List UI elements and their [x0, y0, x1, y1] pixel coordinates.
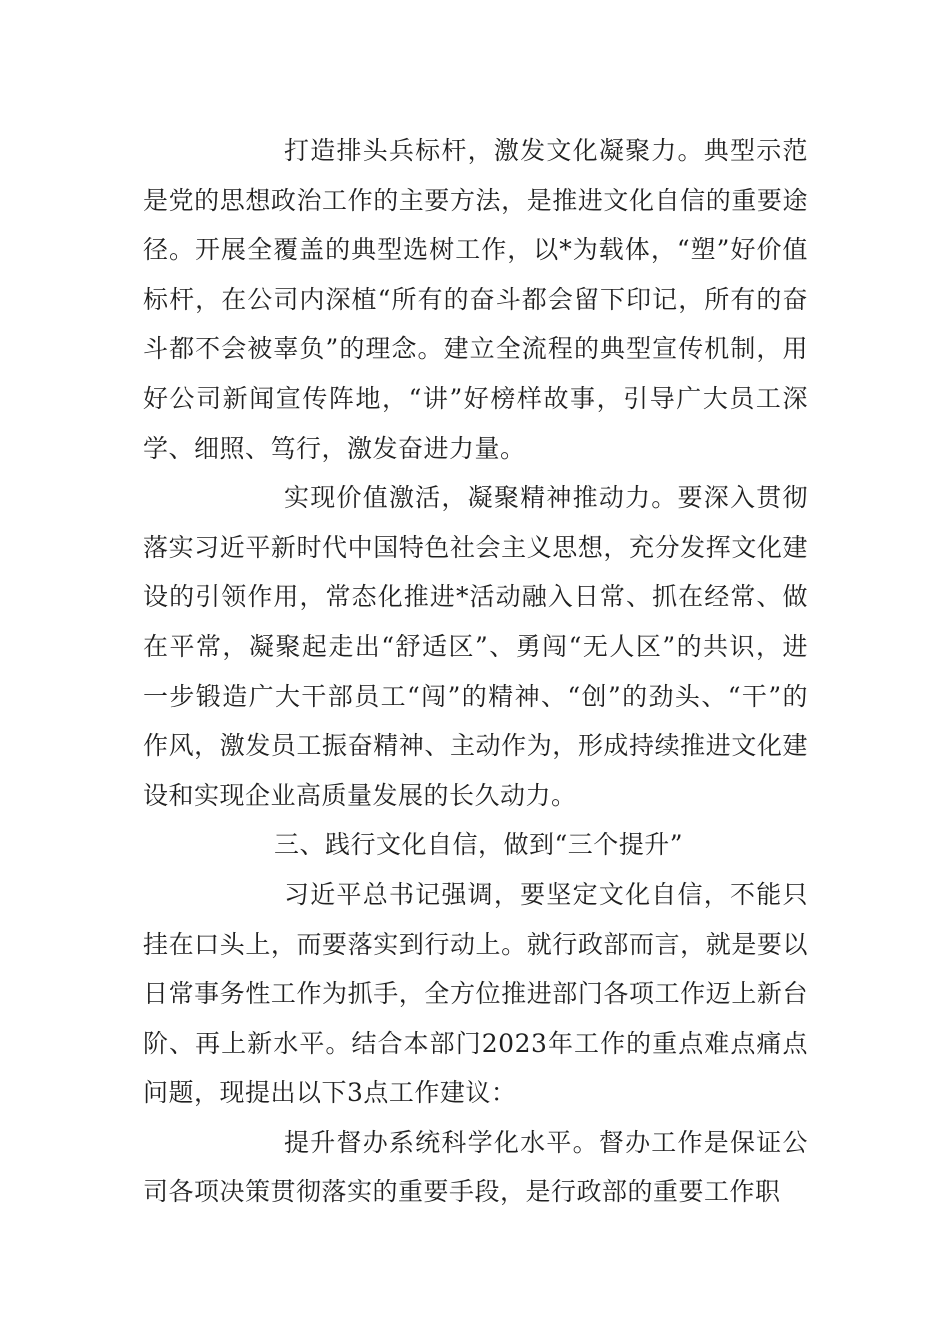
- paragraph-supervision-system: 提升督办系统科学化水平。督办工作是保证公司各项决策贯彻落实的重要手段，是行政部的重要工作职: [143, 1127, 808, 1207]
- document-body: [143, 126, 808, 1217]
- section-heading: 三、践行文化自信，做到“三个提升”: [274, 830, 684, 860]
- paragraph-cultural-confidence: 习近平总书记强调，要坚定文化自信，不能只挂在口头上，而要落实到行动上。就行政部而言，就是要以日常事务性工作为抓手，全方位推进部门各项工作迈上新台阶、再上新水平。结合本部门2023年工作的重点难点痛点问题，现提出以下3点工作建议：: [143, 879, 808, 1108]
- paragraph-value-activation: 实现价值激活，凝聚精神推动力。要深入贯彻落实习近平新时代中国特色社会主义思想，充分发挥文化建设的引领作用，常态化推进*活动融入日常、抓在经常、做在平常，凝聚起走出“舒适区”、勇闯“无人区”的共识，进一步锻造广大干部员工“闯”的精神、“创”的劲头、“干”的作风，激发员工振奋精神、主动作为，形成持续推进文化建设和实现企业高质量发展的长久动力。: [143, 483, 808, 810]
- paragraph-typical-benchmark: 打造排头兵标杆，激发文化凝聚力。典型示范是党的思想政治工作的主要方法，是推进文化自信的重要途径。开展全覆盖的典型选树工作，以*为载体，“塑”好价值标杆，在公司内深植“所有的奋斗都会留下印记，所有的奋斗都不会被辜负”的理念。建立全流程的典型宣传机制，用好公司新闻宣传阵地，“讲”好榜样故事，引导广大员工深学、细照、笃行，激发奋进力量。: [143, 136, 808, 463]
